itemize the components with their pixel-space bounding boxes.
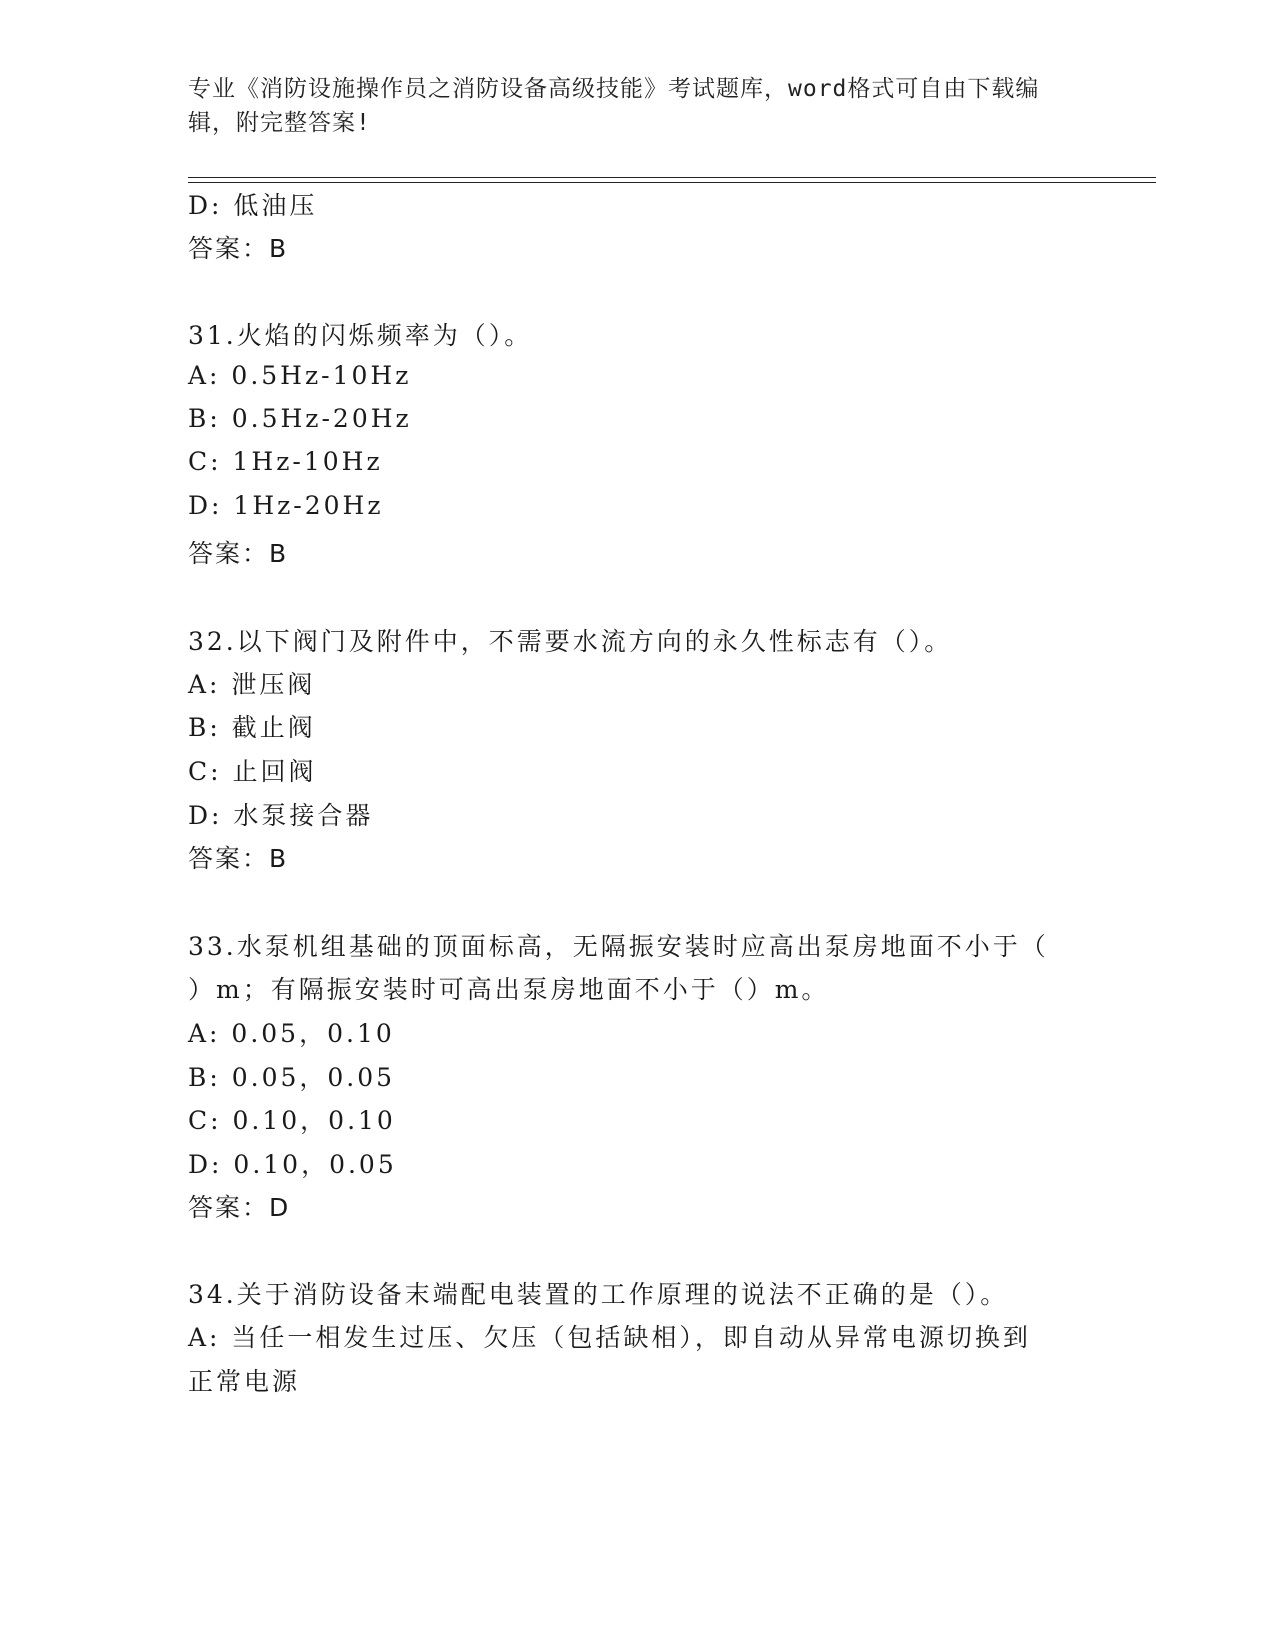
question-32-option-b: B: 截止阀 bbox=[188, 713, 316, 742]
question-32-option-c: C: 止回阀 bbox=[188, 757, 317, 786]
question-31-option-c: C: 1Hz-10Hz bbox=[188, 447, 383, 476]
question-31-option-d: D: 1Hz-20Hz bbox=[188, 491, 384, 520]
header-divider-top bbox=[188, 177, 1156, 178]
document-header: 专业《消防设施操作员之消防设备高级技能》考试题库，word格式可自由下载编辑，附完整答案! bbox=[188, 76, 1040, 136]
question-33-option-b: B: 0.05，0.05 bbox=[188, 1063, 396, 1092]
question-33-stem-line-2: ）m；有隔振安装时可高出泵房地面不小于（）m。 bbox=[188, 975, 830, 1004]
question-31-option-b: B: 0.5Hz-20Hz bbox=[188, 404, 412, 433]
answer: 答案：B bbox=[188, 234, 289, 263]
question-31-option-a: A: 0.5Hz-10Hz bbox=[188, 361, 412, 390]
question-31-answer: 答案：B bbox=[188, 539, 289, 568]
question-31-stem: 31.火焰的闪烁频率为（）。 bbox=[188, 321, 533, 350]
question-34-option-a: A: 当任一相发生过压、欠压（包括缺相），即自动从异常电源切换到 bbox=[188, 1323, 1031, 1352]
question-32-option-d: D: 水泵接合器 bbox=[188, 801, 374, 830]
question-34-stem: 34.关于消防设备末端配电装置的工作原理的说法不正确的是（）。 bbox=[188, 1280, 1009, 1309]
option-d: D: 低油压 bbox=[188, 191, 318, 220]
question-33-option-d: D: 0.10，0.05 bbox=[188, 1150, 397, 1179]
question-33-stem-line-1: 33.水泵机组基础的顶面标高，无隔振安装时应高出泵房地面不小于（ bbox=[188, 932, 1049, 961]
question-33-answer: 答案：D bbox=[188, 1193, 291, 1222]
question-33-option-a: A: 0.05，0.10 bbox=[188, 1019, 395, 1048]
question-33-option-c: C: 0.10，0.10 bbox=[188, 1106, 396, 1135]
question-34-option-a-continued: 正常电源 bbox=[188, 1367, 301, 1396]
question-32-stem: 32.以下阀门及附件中，不需要水流方向的永久性标志有（）。 bbox=[188, 627, 953, 656]
header-divider-bottom bbox=[188, 182, 1156, 183]
question-32-option-a: A: 泄压阀 bbox=[188, 670, 316, 699]
question-32-answer: 答案：B bbox=[188, 844, 289, 873]
